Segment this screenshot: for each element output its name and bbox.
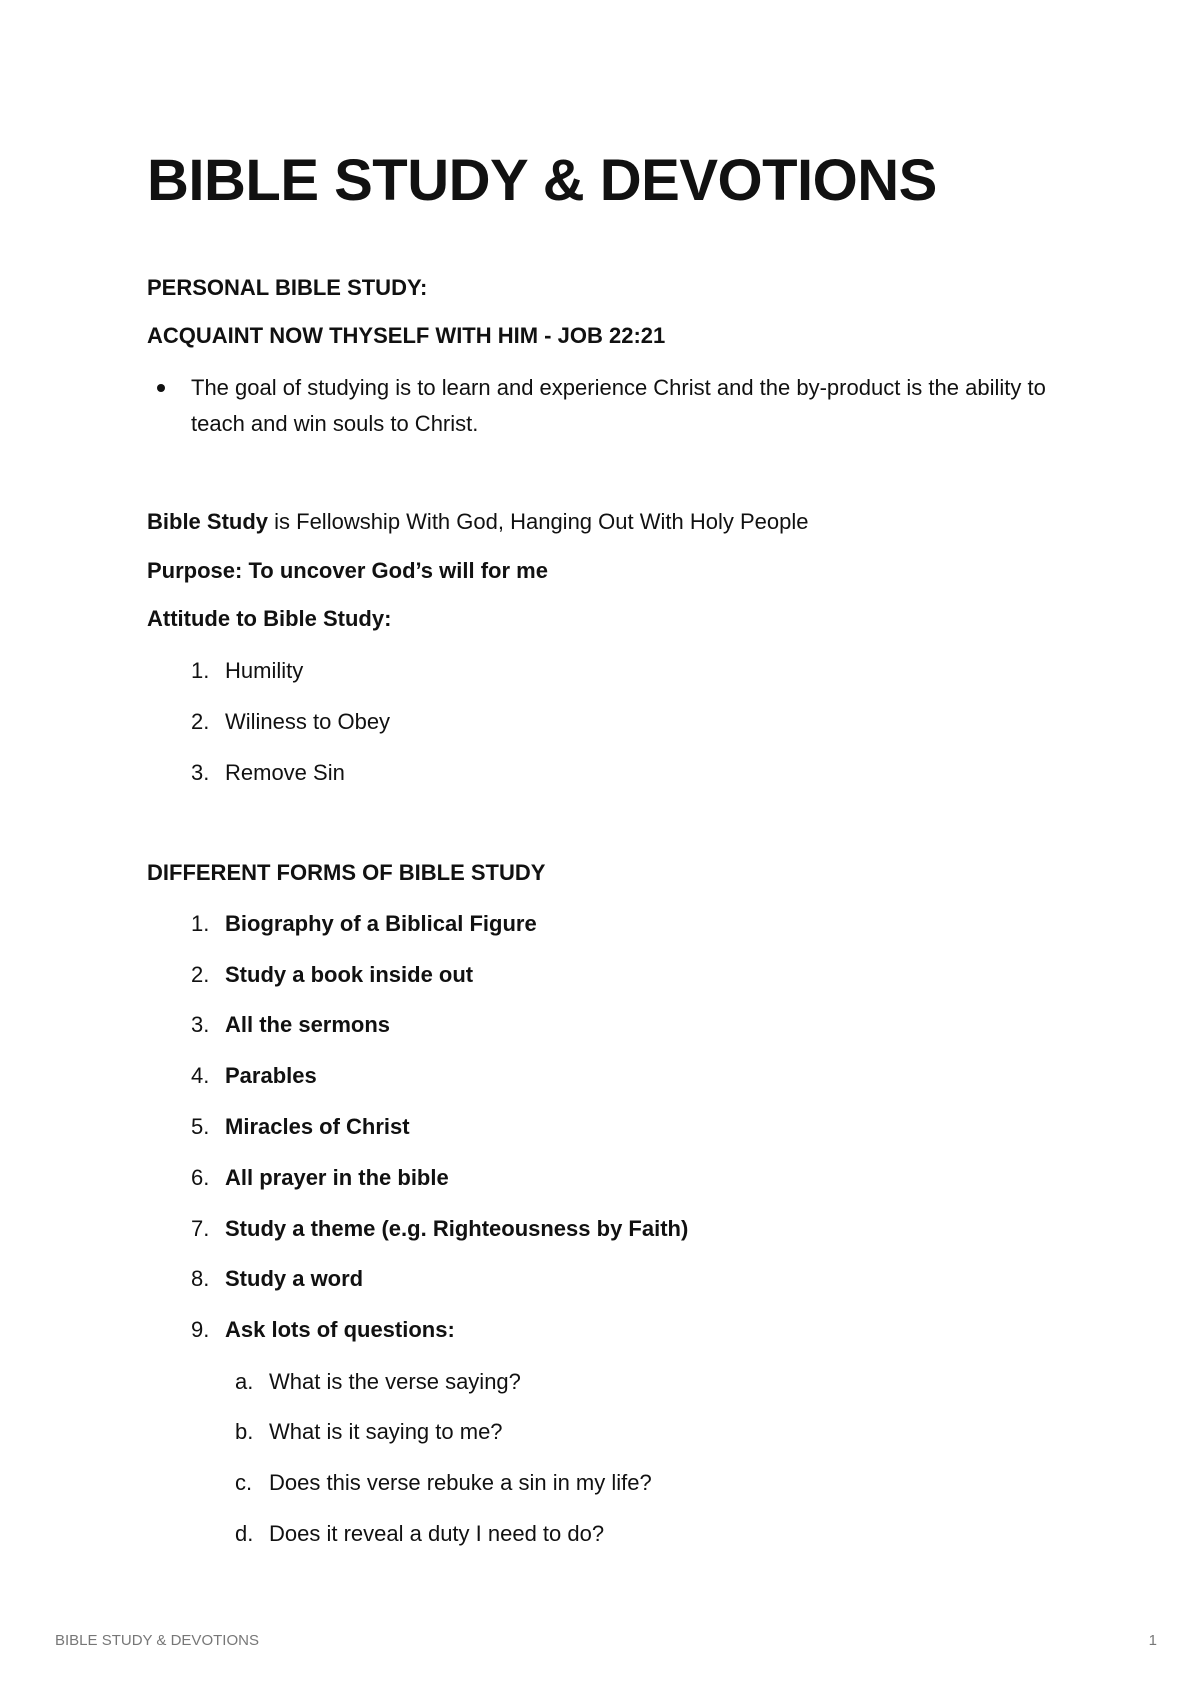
list-marker: 6. — [191, 1165, 210, 1190]
list-item-text: Study a book inside out — [225, 962, 474, 987]
list-marker: b. — [235, 1419, 254, 1444]
list-marker: 2. — [191, 962, 210, 987]
forms-heading: DIFFERENT FORMS OF BIBLE STUDY — [147, 860, 546, 885]
list-item — [191, 657, 303, 685]
bullet-text: The goal of studying is to learn and experience Christ and the by-product is the ability to teach and win souls to Christ. — [191, 375, 1046, 436]
list-item-text: Biography of a Biblical Figure — [225, 911, 537, 936]
section-verse: ACQUAINT NOW THYSELF WITH HIM - JOB 22:21 — [147, 323, 666, 348]
list-item-text: What is it saying to me? — [269, 1419, 503, 1444]
list-item — [191, 1164, 449, 1192]
list-marker: 4. — [191, 1063, 210, 1088]
list-item — [191, 1316, 455, 1344]
list-item-text: Miracles of Christ — [225, 1114, 410, 1139]
bible-study-description: is Fellowship With God, Hanging Out With Holy People — [268, 509, 809, 534]
list-item — [191, 1011, 390, 1039]
list-item-text: Humility — [225, 658, 304, 683]
list-item-text: Study a theme (e.g. Righteousness by Faith) — [225, 1216, 689, 1241]
list-item — [235, 1520, 604, 1548]
list-item-text: Study a word — [225, 1266, 364, 1291]
list-marker: 2. — [191, 709, 210, 734]
list-item — [235, 1418, 503, 1446]
list-marker: 1. — [191, 658, 210, 683]
page-number: 1 — [1148, 1632, 1157, 1649]
list-item — [235, 1368, 521, 1396]
list-item-text: Parables — [225, 1063, 317, 1088]
list-marker: 3. — [191, 760, 210, 785]
list-marker: 8. — [191, 1266, 210, 1291]
list-item-text: What is the verse saying? — [269, 1369, 521, 1394]
list-marker: 7. — [191, 1216, 210, 1241]
list-item — [191, 1265, 363, 1293]
list-item — [191, 961, 473, 989]
list-item — [191, 1062, 317, 1090]
list-marker: a. — [235, 1369, 254, 1394]
list-marker: c. — [235, 1470, 253, 1495]
list-item — [157, 370, 1057, 442]
list-item-text: All the sermons — [225, 1012, 391, 1037]
list-item — [191, 910, 537, 938]
list-item — [191, 759, 345, 787]
list-item — [191, 1113, 410, 1141]
list-item-text: Does this verse rebuke a sin in my life? — [269, 1470, 652, 1495]
bible-study-term: Bible Study — [147, 509, 269, 534]
list-item-text: Does it reveal a duty I need to do? — [269, 1521, 605, 1546]
footer-title: BIBLE STUDY & DEVOTIONS — [55, 1632, 259, 1649]
list-marker: 3. — [191, 1012, 210, 1037]
list-item — [191, 1215, 688, 1243]
list-item-text: Remove Sin — [225, 760, 345, 785]
list-item — [191, 708, 390, 736]
list-item-text: Ask lots of questions: — [225, 1317, 455, 1342]
list-marker: d. — [235, 1521, 254, 1546]
list-marker: 1. — [191, 911, 210, 936]
document-title: BIBLE STUDY & DEVOTIONS — [147, 148, 937, 213]
list-item — [235, 1469, 652, 1497]
list-item-text: Wiliness to Obey — [225, 709, 391, 734]
list-marker: 9. — [191, 1317, 210, 1342]
bible-study-definition — [147, 508, 808, 536]
purpose-line: Purpose: To uncover God’s will for me — [147, 558, 548, 583]
list-item-text: All prayer in the bible — [225, 1165, 449, 1190]
attitude-heading: Attitude to Bible Study: — [147, 606, 392, 631]
list-marker: 5. — [191, 1114, 210, 1139]
section-heading-personal-bible-study: PERSONAL BIBLE STUDY: — [147, 275, 428, 300]
bullet-icon — [157, 384, 165, 392]
